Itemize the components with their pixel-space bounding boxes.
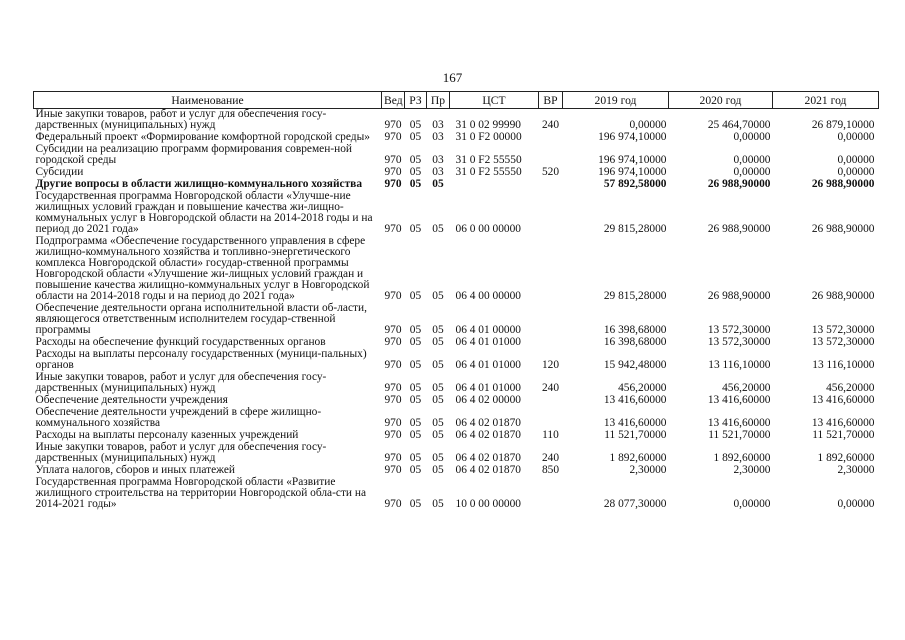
- row-vr: 120: [541, 359, 560, 371]
- row-name: Субсидии на реализацию программ формирования современ-ной городской среды: [35, 143, 353, 166]
- row-vr: 110: [542, 429, 559, 441]
- row-pr: 05: [432, 178, 444, 190]
- row-pr: 05: [432, 336, 444, 348]
- row-value-2019: 16 398,68000: [603, 324, 667, 336]
- row-cst: 06 4 02 00000: [455, 394, 521, 406]
- row-pr: 05: [432, 324, 444, 336]
- row-value-2021: 11 521,70000: [812, 429, 875, 441]
- row-vr: 850: [541, 464, 560, 476]
- table-row: [34, 144, 879, 167]
- row-cst: 06 4 00 00000: [455, 290, 521, 302]
- row-name: Субсидии: [35, 166, 84, 178]
- row-ved: 970: [384, 166, 402, 178]
- row-pr: 05: [432, 223, 444, 235]
- row-value-2019: 196 974,10000: [598, 154, 667, 166]
- table-row: [34, 407, 879, 430]
- row-name: Иные закупки товаров, работ и услуг для обеспечения госу-дарственных (муниципальных) нужд: [35, 371, 327, 394]
- row-vr: [539, 407, 563, 430]
- row-rz: 05: [409, 223, 422, 235]
- row-pr: 05: [432, 417, 444, 429]
- row-cst: 31 0 F2 00000: [455, 131, 522, 143]
- row-vr: [539, 179, 563, 191]
- row-value-2021: 26 988,90000: [811, 290, 875, 302]
- row-rz: 05: [409, 452, 422, 464]
- row-ved: 970: [384, 119, 402, 131]
- row-value-2021: 13 116,10000: [812, 359, 875, 371]
- row-cst: 06 4 01 01000: [455, 359, 521, 371]
- row-value-2020: 26 988,90000: [707, 223, 771, 235]
- table-row: [34, 303, 879, 337]
- row-vr: 240: [541, 119, 560, 131]
- row-vr: 240: [541, 452, 560, 464]
- row-name: Государственная программа Новгородской области «Улучше-ние жилищных условий граждан и повышение качества жи-лищно-коммунальных услуг в Новгородской области на 2014-2018 годы и на период до 2021 года»: [35, 190, 373, 235]
- header-vr: ВР: [539, 92, 563, 109]
- row-vr: [539, 395, 563, 407]
- row-name: Государственная программа Новгородской области «Развитие жилищного строительства на территории Новгородской обла-сти на 2014-2021 годы»: [35, 476, 367, 510]
- row-ved: 970: [384, 417, 402, 429]
- row-value-2020: 1 892,60000: [713, 452, 771, 464]
- table-body: [34, 109, 879, 512]
- row-rz: 05: [409, 498, 422, 510]
- row-value-2020: 456,20000: [722, 382, 771, 394]
- row-value-2021: 26 988,90000: [811, 178, 875, 190]
- row-name: Иные закупки товаров, работ и услуг для обеспечения госу-дарственных (муниципальных) нужд: [35, 441, 327, 464]
- row-cst: 06 0 00 00000: [455, 223, 521, 235]
- row-rz: 05: [409, 131, 422, 143]
- header-2020: 2020 год: [669, 92, 773, 109]
- row-ved: 970: [384, 324, 402, 336]
- row-name: Обеспечение деятельности учреждения: [35, 394, 228, 406]
- row-value-2021: 0,00000: [837, 154, 875, 166]
- row-value-2019: 13 416,60000: [603, 417, 667, 429]
- row-ved: 970: [384, 382, 402, 394]
- row-cst: 06 4 02 01870: [455, 464, 521, 476]
- row-ved: 970: [384, 336, 402, 348]
- row-rz: 05: [409, 324, 422, 336]
- table-row: [34, 109, 879, 133]
- row-value-2019: 1 892,60000: [609, 452, 667, 464]
- row-cst: 31 0 F2 55550: [455, 166, 522, 178]
- row-cst: 06 4 01 00000: [455, 324, 521, 336]
- row-value-2020: 13 116,10000: [708, 359, 771, 371]
- header-pr: Пр: [427, 92, 450, 109]
- row-rz: 05: [409, 382, 422, 394]
- row-pr: 03: [432, 154, 444, 166]
- row-rz: 05: [409, 464, 422, 476]
- row-rz: 05: [409, 178, 422, 190]
- row-value-2021: 1 892,60000: [817, 452, 875, 464]
- row-pr: 05: [432, 464, 444, 476]
- row-name: Расходы на выплаты персоналу казенных учреждений: [35, 429, 299, 441]
- row-value-2020: 13 416,60000: [707, 417, 771, 429]
- row-value-2021: 2,30000: [837, 464, 875, 476]
- header-2021: 2021 год: [773, 92, 879, 109]
- row-rz: 05: [409, 166, 422, 178]
- row-ved: 970: [384, 223, 402, 235]
- table-row: [34, 477, 879, 511]
- row-value-2020: 0,00000: [733, 131, 771, 143]
- row-value-2019: 16 398,68000: [603, 336, 667, 348]
- row-cst: [450, 179, 539, 191]
- row-ved: 970: [384, 498, 402, 510]
- row-value-2020: 13 416,60000: [707, 394, 771, 406]
- row-cst: 10 0 00 00000: [455, 498, 521, 510]
- header-ved: Вед: [382, 92, 405, 109]
- row-vr: [539, 303, 563, 337]
- row-rz: 05: [409, 290, 422, 302]
- row-name: Подпрограмма «Обеспечение государственного управления в сфере жилищно-коммунального хозяйства и топливно-энергетического комплекса Новгородской области» государ-ственной программы Новгородской области «Улучшение жи-лищных условий граждан и повышение качества жилищно-коммунальных услуг в Новгородской области на 2014-2018 годы и на период до 2021 года»: [35, 235, 370, 302]
- header-cst: ЦСТ: [450, 92, 539, 109]
- row-value-2021: 13 416,60000: [811, 417, 875, 429]
- row-name: Расходы на обеспечение функций государственных органов: [35, 336, 326, 348]
- row-ved: 970: [384, 429, 402, 441]
- row-value-2021: 13 572,30000: [811, 336, 875, 348]
- table-row: [34, 372, 879, 395]
- row-value-2020: 0,00000: [733, 154, 771, 166]
- row-cst: 06 4 02 01870: [455, 429, 521, 441]
- row-name: Иные закупки товаров, работ и услуг для обеспечения госу-дарственных (муниципальных) нужд: [35, 108, 327, 131]
- row-cst: 06 4 02 01870: [455, 417, 521, 429]
- row-value-2021: 0,00000: [837, 131, 875, 143]
- row-value-2019: 196 974,10000: [598, 131, 667, 143]
- row-cst: 06 4 01 01000: [455, 382, 521, 394]
- row-value-2019: 15 942,48000: [603, 359, 667, 371]
- row-ved: 970: [384, 131, 402, 143]
- row-rz: 05: [409, 359, 422, 371]
- row-rz: 05: [409, 154, 422, 166]
- table-row: [34, 349, 879, 372]
- header-name: Наименование: [34, 92, 382, 109]
- row-value-2019: 456,20000: [618, 382, 667, 394]
- row-rz: 05: [409, 417, 422, 429]
- row-vr: [539, 477, 563, 511]
- row-pr: 05: [432, 382, 444, 394]
- row-name: Федеральный проект «Формирование комфортной городской среды»: [35, 131, 370, 143]
- table-row: [34, 442, 879, 465]
- row-rz: 05: [409, 119, 422, 131]
- row-ved: 970: [384, 359, 402, 371]
- row-value-2021: 13 572,30000: [811, 324, 875, 336]
- row-pr: 05: [432, 290, 444, 302]
- row-value-2021: 26 988,90000: [811, 223, 875, 235]
- row-value-2019: 2,30000: [629, 464, 667, 476]
- row-value-2021: 26 879,10000: [811, 119, 875, 131]
- row-name: Обеспечение деятельности учреждений в сфере жилищно-коммунального хозяйства: [35, 406, 322, 429]
- row-value-2019: 29 815,28000: [603, 223, 667, 235]
- row-value-2019: 29 815,28000: [603, 290, 667, 302]
- row-value-2019: 28 077,30000: [603, 498, 667, 510]
- row-value-2019: 57 892,58000: [603, 178, 667, 190]
- row-ved: 970: [384, 290, 402, 302]
- row-rz: 05: [409, 394, 422, 406]
- row-value-2020: 0,00000: [733, 498, 771, 510]
- header-2019: 2019 год: [563, 92, 669, 109]
- row-value-2019: 0,00000: [629, 119, 667, 131]
- row-name: Расходы на выплаты персоналу государственных (муници-пальных) органов: [35, 348, 367, 371]
- row-name: Другие вопросы в области жилищно-коммунального хозяйства: [35, 178, 363, 190]
- table-row: [34, 191, 879, 236]
- row-value-2020: 13 572,30000: [707, 336, 771, 348]
- row-vr: [539, 337, 563, 349]
- row-cst: 06 4 01 01000: [455, 336, 521, 348]
- row-pr: 05: [432, 394, 444, 406]
- row-vr: 240: [541, 382, 560, 394]
- row-value-2020: 11 521,70000: [708, 429, 771, 441]
- row-ved: 970: [384, 464, 402, 476]
- table-header-row: [34, 92, 879, 109]
- table-row: [34, 236, 879, 303]
- page-number: 167: [442, 70, 463, 85]
- row-value-2021: 0,00000: [837, 166, 875, 178]
- row-ved: 970: [384, 154, 402, 166]
- row-rz: 05: [409, 336, 422, 348]
- row-vr: [539, 144, 563, 167]
- row-vr: [539, 236, 563, 303]
- row-value-2019: 13 416,60000: [603, 394, 667, 406]
- row-value-2020: 2,30000: [733, 464, 771, 476]
- row-value-2021: 0,00000: [837, 498, 875, 510]
- row-pr: 03: [432, 131, 444, 143]
- row-value-2021: 13 416,60000: [811, 394, 875, 406]
- row-value-2020: 13 572,30000: [707, 324, 771, 336]
- row-value-2020: 26 988,90000: [707, 178, 771, 190]
- row-value-2019: 196 974,10000: [598, 166, 667, 178]
- row-ved: 970: [384, 178, 402, 190]
- row-ved: 970: [384, 394, 402, 406]
- row-pr: 05: [432, 498, 444, 510]
- header-rz: РЗ: [405, 92, 427, 109]
- row-pr: 05: [432, 359, 444, 371]
- row-vr: 520: [541, 166, 560, 178]
- row-value-2019: 11 521,70000: [604, 429, 667, 441]
- row-pr: 05: [432, 452, 444, 464]
- row-cst: 06 4 02 01870: [455, 452, 521, 464]
- row-cst: 31 0 F2 55550: [455, 154, 522, 166]
- row-pr: 03: [432, 166, 444, 178]
- row-name: Уплата налогов, сборов и иных платежей: [35, 464, 235, 476]
- row-cst: 31 0 02 99990: [455, 119, 521, 131]
- row-vr: [539, 132, 563, 144]
- row-name: Обеспечение деятельности органа исполнительной власти об-ласти, являющегося ответственным исполнителем государ-ственной программы: [35, 302, 367, 336]
- row-pr: 05: [432, 429, 444, 441]
- row-rz: 05: [409, 429, 422, 441]
- row-value-2020: 25 464,70000: [707, 119, 771, 131]
- row-ved: 970: [384, 452, 402, 464]
- row-value-2020: 0,00000: [733, 166, 771, 178]
- row-vr: [539, 191, 563, 236]
- budget-table: [33, 91, 879, 511]
- row-value-2020: 26 988,90000: [707, 290, 771, 302]
- row-pr: 03: [432, 119, 444, 131]
- row-value-2021: 456,20000: [826, 382, 875, 394]
